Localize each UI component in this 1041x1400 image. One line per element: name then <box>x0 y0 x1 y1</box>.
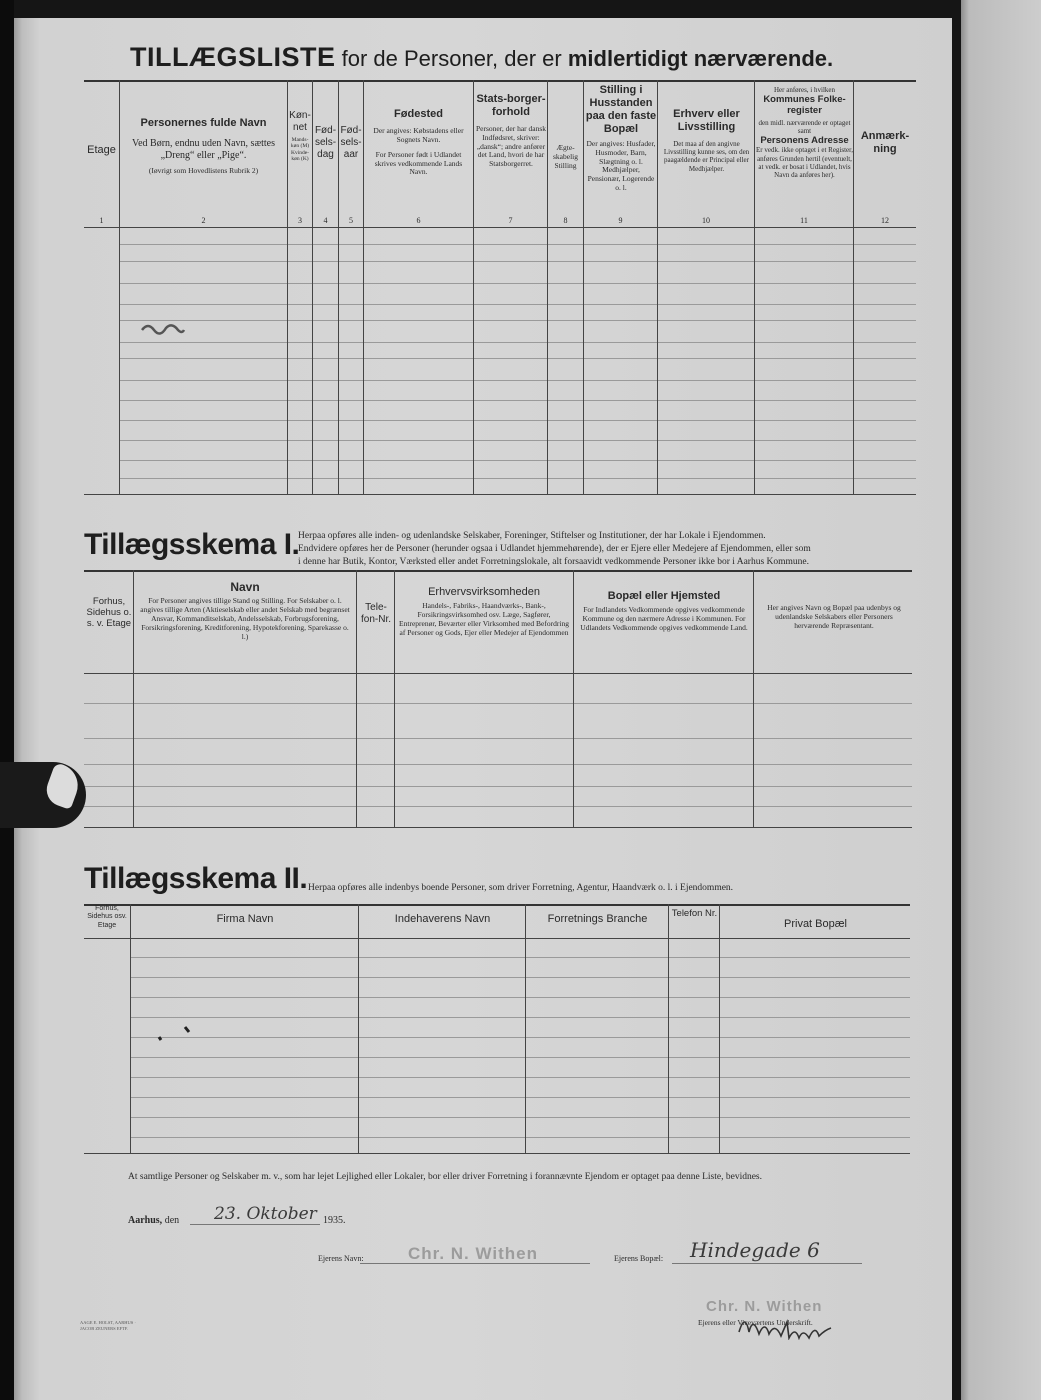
col-number: 3 <box>298 216 302 225</box>
col-number: 4 <box>323 216 328 225</box>
col-number: 11 <box>800 216 808 225</box>
col-header-marital: Ægte-skabelig Stilling <box>553 143 578 170</box>
col-number: 5 <box>349 216 353 225</box>
schema1-col-name: Navn For Personer angives tillige Stand og Stilling. For Selskaber o. l. angives tillige Arten (Aktieselskab eller andet Selskab med begrænset Ansvar, Kommanditselskab, Andelsselskab, Forbrugsforening, Forsikringsforening, Kreditforening, Hypotekforening, Sparekasse o. l.) <box>140 580 350 641</box>
printer-mark: AAGE E. HOLST, AARHUS · JACOB ZEUNERS EFTF. <box>80 1320 136 1331</box>
schema2-col-firm: Firma Navn <box>216 913 274 925</box>
signature-stamp: Chr. N. Withen <box>706 1298 823 1315</box>
schema1-heading: Tillægsskema I. <box>84 528 300 561</box>
signature-label: Ejerens eller Viceværtens Underskrift. <box>698 1318 813 1327</box>
schema1-intro: Herpaa opføres alle inden- og udenlandske Selskaber, Foreninger, Stiftelser og Institutioner, der har Lokale i Ejendommen. Endvidere opføres her de Personer (herunder ogsaa i Udlandet hjemmehørende), der er Ejere eller Medejere af Ejendommen, eller som i denne har Butik, Kontor, Værksted eller andet Forretningslokale, alt forsaavidt vedkommende Personer ikke bor i Aarhus Kommune. <box>298 531 811 567</box>
signature-handwritten <box>735 1310 855 1340</box>
col-header-citizenship: Stats-borger-forhold Personer, der har dansk Indfødsret, skriver: „dansk“; andre anfører det Land, hvori de har Statsborgerret. <box>475 93 547 169</box>
owner-address-label: Ejerens Bopæl: <box>614 1254 664 1263</box>
schema1-col-phone: Tele-fon-Nr. <box>360 602 391 625</box>
col-header-gender: Køn-net Mands-køn (M) Kvinde-køn (K) <box>289 110 311 163</box>
col-number: 9 <box>618 216 623 225</box>
year: 1935. <box>323 1215 346 1226</box>
form-page <box>14 18 952 1400</box>
schema2-col-floor: Forhus, Sidehus osv. Etage <box>87 905 127 929</box>
col-number: 1 <box>99 216 104 225</box>
owner-address-handwritten: Hindegade 6 <box>690 1238 820 1262</box>
ink-marks <box>155 1023 195 1043</box>
col-header-birthplace: Fødested Der angives: Købstadens eller Sognets Navn. For Personer født i Udlandet skrives vedkommende Lands Navn. <box>373 108 464 177</box>
handwritten-date: 23. Oktober <box>214 1204 317 1224</box>
adjacent-page <box>961 0 1041 1400</box>
col-header-registry: Her anføres, i hvilken Kommunes Folke-register den midl. nærværende er optaget samt Personens Adresse Er vedk. ikke optaget i et Register, anføres Grunden hertil (eventuelt, at vedk. er bosat i Udlandet, hvis Navn da anføres her). <box>756 86 853 180</box>
schema2-col-phone: Telefon Nr. <box>671 908 718 919</box>
col-header-birthyear: Fød-sels-aar <box>340 125 362 160</box>
col-header-occupation: Erhverv eller Livsstilling Det maa af den angivne Livsstilling kunne ses, om den paagældende er Principal eller Medhjælper. <box>663 108 750 173</box>
col-number: 2 <box>201 216 206 225</box>
schema2-col-owner: Indehaverens Navn <box>394 913 491 925</box>
owner-name-label: Ejerens Navn: <box>318 1254 364 1263</box>
col-number: 7 <box>508 216 513 225</box>
binding-shadow <box>0 0 14 1400</box>
col-header-names: Personernes fulde Navn Ved Børn, endnu uden Navn, sættes „Dreng“ eller „Pige“. (Iøvrigt som Hovedlistens Rubrik 2) <box>131 117 276 175</box>
col-header-birthday: Fød-sels-dag <box>314 125 337 160</box>
ink-smudge <box>140 322 186 336</box>
col-number: 8 <box>563 216 568 225</box>
date-line: Aarhus, den <box>128 1215 180 1226</box>
schema2-col-residence: Privat Bopæl <box>784 918 847 930</box>
schema2-intro: Herpaa opføres alle indenbys boende Personer, som driver Forretning, Agentur, Haandværk o. l. i Ejendommen. <box>308 883 734 893</box>
schema1-col-residence: Bopæl eller Hjemsted For Indlandets Vedkommende opgives vedkommende Kommune og den nærmere Adresse i Kommunen. For Udlandets Vedkommende opgives vedkommende Land. <box>580 590 748 632</box>
declaration-text: At samtlige Personer og Selskaber m. v., som har lejet Lejlighed eller Lokaler, bor eller driver Forretning i forannævnte Ejendom er optaget paa denne Liste, bevidnes. <box>128 1172 762 1182</box>
owner-name-stamp: Chr. N. Withen <box>408 1244 539 1263</box>
schema2-heading: Tillægsskema II. <box>84 862 308 895</box>
col-header-remarks: Anmærk-ning <box>860 130 910 155</box>
col-number: 10 <box>702 216 710 225</box>
col-number: 12 <box>881 216 889 225</box>
col-number: 6 <box>416 216 421 225</box>
col-header-household: Stilling i Husstanden paa den faste Bopæl Der angives: Husfader, Husmoder, Barn, Slægtning o. l. Medhjælper, Pensionær, Logerende o. l. <box>585 84 657 193</box>
col-header-etage: Etage <box>87 144 116 156</box>
schema1-col-representative: Her angives Navn og Bopæl paa udenbys og udenlandske Selskabers eller Personers herværende Repræsentant. <box>767 603 901 630</box>
schema1-col-business: Erhvervsvirksomheden Handels-, Fabriks-, Haandværks-, Bank-, Forsikringsvirksomhed osv. Læge, Sagfører, Entreprenør, Beværter eller Virksomhed med Befordring af Personer og Gods, Ejer eller Medejer af Ejendommen <box>399 586 569 637</box>
schema1-col-floor: Forhus, Sidehus o. s. v. Etage <box>86 596 132 630</box>
page-title: TILLÆGSLISTE for de Personer, der er midlertidigt nærværende. <box>130 42 834 72</box>
schema2-col-branch: Forretnings Branche <box>547 913 648 925</box>
